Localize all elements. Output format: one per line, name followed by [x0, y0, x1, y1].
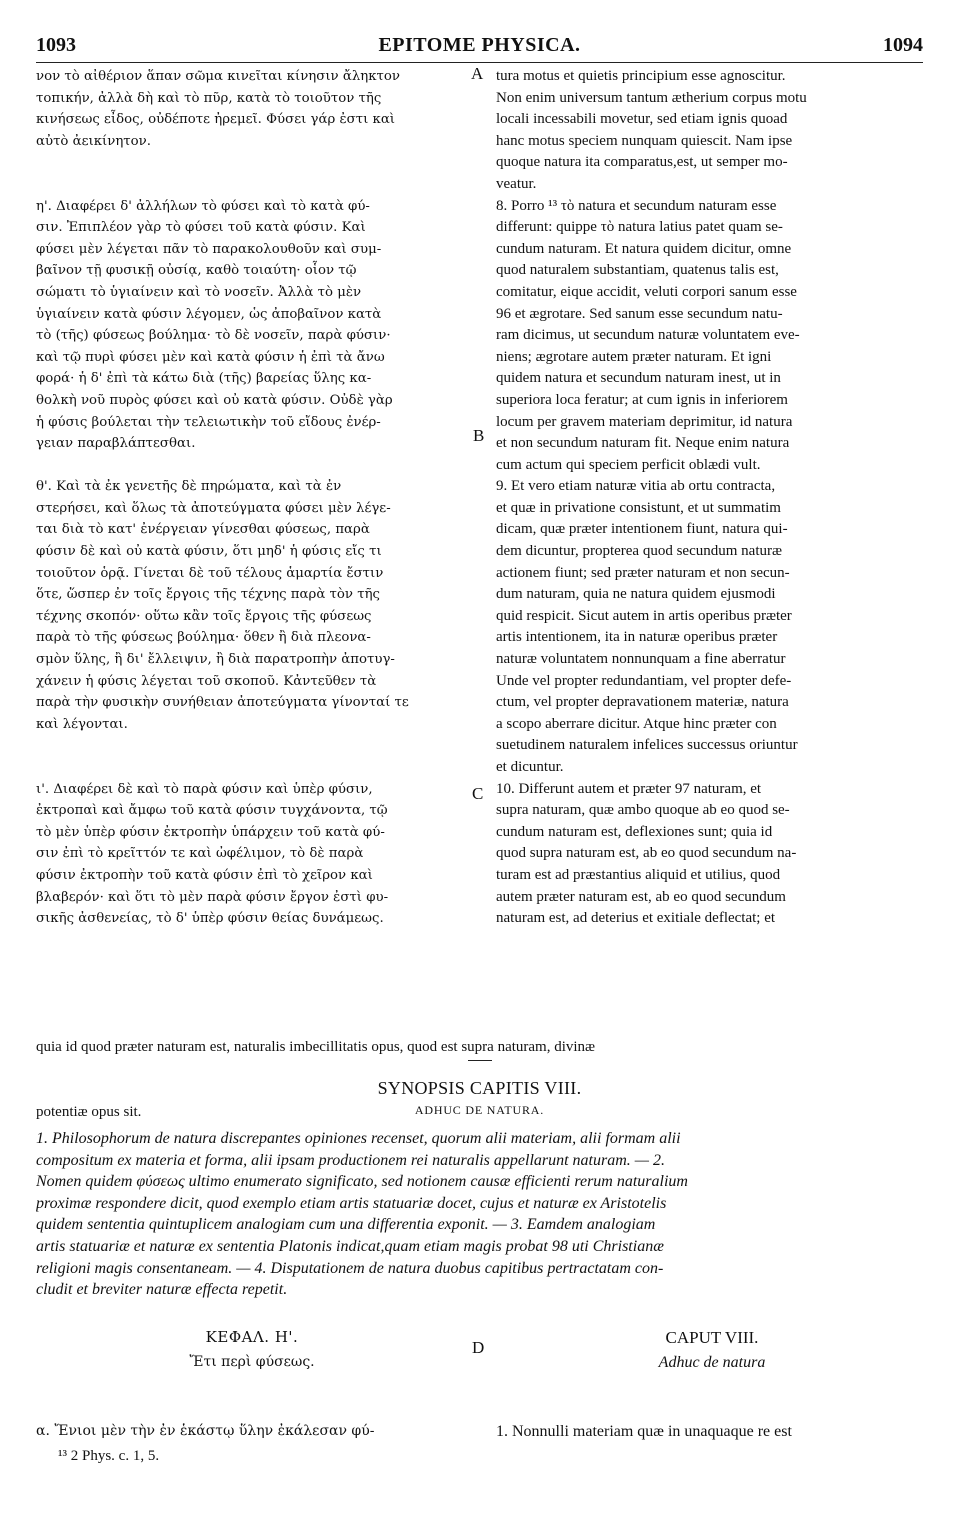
- latin-line: Non enim universum tantum ætherium corpus motu: [496, 89, 807, 106]
- footnote: ¹³ 2 Phys. c. 1, 5.: [58, 1448, 160, 1464]
- greek-line: φύσιν ἐκτροπὴν τοῦ κατὰ φύσιν ἐπὶ τὸ χεῖρον καὶ: [36, 867, 373, 883]
- synopsis-line: Nomen quidem φύσεως ultimo enumerato significato, sed notionem causæ efficienti rerum naturalium: [36, 1173, 688, 1191]
- greek-column: [36, 66, 468, 930]
- greek-line: [36, 174, 468, 196]
- greek-line: σικῆς ἀσθενείας, τὸ δ' ὑπὲρ φύσιν θείας δυνάμεως.: [36, 911, 384, 927]
- latin-line: turam est ad præstantius aliquid et utilius, quod: [496, 866, 781, 883]
- synopsis-line: religioni magis consentaneam. — 4. Disputationem de natura duobus capitibus pertractatam con-: [36, 1259, 664, 1277]
- latin-line: superiora loca feratur; at cum ignis in inferiorem: [496, 391, 788, 408]
- greek-line: σώματι τὸ ὑγιαίνειν καὶ τὸ νοσεῖν. Ἀλλὰ τὸ μὲν: [36, 284, 362, 300]
- latin-line: dem dicuntur, propterea quod secundum naturæ: [496, 543, 782, 560]
- latin-line: et dicuntur.: [496, 759, 564, 775]
- latin-line: cum actum qui speciem perficit oblædi vult.: [496, 456, 761, 473]
- greek-line: καὶ τῷ πυρὶ φύσει μὲν καὶ κατὰ φύσιν ἡ ἐπὶ τὰ ἄνω: [36, 349, 385, 365]
- latin-line: actionem fiunt; sed præter naturam et non secun-: [496, 564, 790, 581]
- greek-line: φορά· ἡ δ' ἐπὶ τὰ κάτω διὰ (τῆς) βαρείας ὕλης κα-: [36, 371, 372, 387]
- margin-letter-b: B: [473, 426, 485, 445]
- synopsis-title: SYNOPSIS CAPITIS VIII.: [377, 1078, 582, 1098]
- greek-line: παρὰ τὸ τῆς φύσεως βούλημα· ὅθεν ἢ διὰ πλεονα-: [36, 630, 371, 646]
- greek-line: ὑγιαίνειν κατὰ φύσιν λέγομεν, ὡς ἀποβαῖνον κατὰ: [36, 306, 382, 322]
- latin-line: comitatur, eique accidit, veluti corpori sanum esse: [496, 283, 797, 300]
- synopsis-subtitle: ADHUC DE NATURA.: [414, 1103, 545, 1117]
- margin-letter-a: A: [471, 64, 484, 83]
- greek-line: χάνειν ἡ φύσις λέγεται τοῦ σκοποῦ. Κἀντεῦθεν τὰ: [36, 673, 377, 689]
- greek-line: σιν ἐπὶ τὸ κρεῖττόν τε καὶ ὠφέλιμον, τὸ δὲ παρὰ: [36, 846, 364, 862]
- greek-line: τοιοῦτον ὁρᾷ. Γίνεται δὲ τοῦ τέλους ἁμαρτία ἔστιν: [36, 565, 384, 581]
- latin-line: quidem natura et secundum naturam inest, ut in: [496, 370, 781, 387]
- latin-line: naturæ voluntatem nonnunquam a fine aberratur: [496, 651, 786, 668]
- latin-line: hanc motus speciem nunquam quiescit. Nam ipse: [496, 132, 793, 149]
- latin-line: artis intentionem, ita in naturæ operibus præter: [496, 629, 778, 646]
- latin-line: a scopo aberrare dicitur. Atque hinc præter con: [496, 715, 777, 732]
- latin-line: locali incessabili movetur, sed etiam ignis quoad: [496, 111, 788, 128]
- greek-line: [36, 757, 468, 779]
- latin-line: 9. Et vero etiam naturæ vitia ab ortu contracta,: [496, 478, 776, 495]
- greek-line: τὸ (τῆς) φύσεως βούλημα· τὸ δὲ νοσεῖν, παρὰ φύσιν·: [36, 328, 391, 344]
- latin-line: cundum naturam. Et natura quidem dicitur, omne: [496, 240, 792, 257]
- latin-line: quid respicit. Sicut autem in artis operibus præter: [496, 607, 792, 624]
- greek-line: η'. Διαφέρει δ' ἀλλήλων τὸ φύσει καὶ τὸ κατὰ φύ-: [36, 198, 370, 214]
- latin-line: ctum, vel propter depravationem materiæ, natura: [496, 694, 789, 711]
- latin-line: dicam, quæ præter intentionem fiunt, natura qui-: [496, 521, 788, 538]
- synopsis-line: compositum ex materia et forma, alii ipsam productionem rei naturalis appellarunt naturam. — 2.: [36, 1151, 666, 1169]
- latin-column: [496, 66, 928, 930]
- synopsis-body: [36, 1128, 926, 1301]
- greek-line: α. Ἔνιοι μὲν τὴν ἐν ἑκάστῳ ὕλην ἐκάλεσαν φύ-: [36, 1423, 375, 1440]
- greek-line: [36, 455, 468, 477]
- greek-line: θ'. Καὶ τὰ ἐκ γενετῆς δὲ πηρώματα, καὶ τὰ ἐν: [36, 479, 342, 495]
- greek-line: ὅτε, ὥσπερ ἐν τοῖς ἔργοις τῆς τέχνης παρὰ τὸν τῆς: [36, 587, 380, 603]
- greek-line: [36, 152, 468, 174]
- greek-line: τοπικήν, ἀλλὰ δὴ καὶ τὸ πῦρ, κατὰ τὸ τοιοῦτον τῆς: [36, 90, 382, 106]
- latin-line: ram dicimus, ut secundum naturæ voluntatem eve-: [496, 327, 800, 344]
- chapter-subheading-greek: Ἔτι περὶ φύσεως.: [189, 1354, 315, 1370]
- margin-letter-c: C: [472, 784, 484, 803]
- greek-line: νον τὸ αἰθέριον ἅπαν σῶμα κινεῖται κίνησιν ἄληκτον: [36, 69, 400, 84]
- page-number-right: 1094: [883, 34, 923, 56]
- latin-line: cundum naturam est, deflexiones sunt; quia id: [496, 823, 773, 840]
- greek-line: ται διὰ τὸ κατ' ἐνέργειαν γίνεσθαι φύσεως, παρὰ: [36, 522, 370, 538]
- full-line: potentiæ opus sit.: [36, 1103, 142, 1120]
- latin-line: differunt: quippe τὸ natura latius patet quam se-: [496, 219, 783, 236]
- latin-line: supra naturam, quæ ambo quoque ab eo quod se-: [496, 802, 790, 819]
- synopsis-line: cludit et breviter naturæ effecta repetit.: [36, 1281, 288, 1299]
- latin-line: quoque natura ita comparatus,est, ut semper mo-: [496, 154, 788, 171]
- greek-line: ι'. Διαφέρει δὲ καὶ τὸ παρὰ φύσιν καὶ ὑπὲρ φύσιν,: [36, 781, 373, 797]
- greek-line: σμὸν ὕλης, ἢ δι' ἔλλειψιν, ἢ διὰ παρατροπὴν ἀποτυγ-: [36, 652, 395, 668]
- margin-letter-d: D: [472, 1338, 485, 1357]
- synopsis-line: artis statuariæ et naturæ ex sententia Platonis indicat,quam etiam magis probat 98 uti Christianæ: [36, 1237, 664, 1255]
- latin-line: suetudinem naturalem infelices successus oriuntur: [496, 737, 798, 754]
- latin-line: dum naturam, quia ne natura quidem ejusmodi: [496, 586, 776, 603]
- latin-line: Unde vel propter redundantiam, vel propter defe-: [496, 672, 792, 689]
- greek-line: στερήσει, καὶ ὅλως τὰ ἀποτεύγματα φύσει μὲν λέγε-: [36, 500, 391, 516]
- latin-line: quod naturalem substantiam, quatenus talis est,: [496, 262, 779, 279]
- greek-line: βλαβερόν· καὶ ὅτι τὸ μὲν παρὰ φύσιν ἔργον ἐστὶ φυ-: [36, 889, 389, 905]
- latin-line: veatur.: [496, 175, 537, 192]
- synopsis-line: 1. Philosophorum de natura discrepantes opiniones recenset, quorum alii materiam, alii formam alii: [36, 1130, 681, 1147]
- greek-line: ἡ φύσις βούλεται τὴν τελειωτικὴν τοῦ εἴδους ἐνέρ-: [36, 414, 381, 430]
- chapter-first-line-latin: [496, 1378, 928, 1486]
- running-title: EPITOME PHYSICA.: [378, 34, 581, 56]
- latin-line: 8. Porro ¹³ τὸ natura et secundum naturam esse: [496, 197, 777, 214]
- greek-line: θολκὴ νοῦ πυρὸς φύσει καὶ οὐ κατὰ φύσιν. Οὐδὲ γὰρ: [36, 392, 393, 408]
- latin-line: 1. Nonnulli materiam quæ in unaquaque re est: [496, 1423, 792, 1441]
- latin-line: quod supra naturam est, ab eo quod secundum na-: [496, 845, 797, 862]
- greek-line: παρὰ τὴν φυσικὴν συνήθειαν ἀποτεύγματα γίνονταί τε: [36, 695, 409, 711]
- chapter-heading-greek: ΚΕΦΑΛ. Η'.: [205, 1328, 299, 1346]
- latin-line: locum per gravem materiam deprimitur, id natura: [496, 413, 793, 430]
- greek-line: φύσει μὲν λέγεται πᾶν τὸ παρακολουθοῦν καὶ συμ-: [36, 241, 382, 257]
- latin-line: et non secundum naturam fit. Neque enim natura: [496, 435, 790, 452]
- chapter-first-line-greek: [36, 1378, 468, 1486]
- latin-line: 10. Differunt autem et præter 97 naturam, et: [496, 780, 762, 797]
- greek-line: αὐτὸ ἀεικίνητον.: [36, 133, 151, 149]
- latin-line: 96 et ægrotare. Sed sanum esse secundum natu-: [496, 305, 783, 322]
- full-line: quia id quod præter naturam est, naturalis imbecillitatis opus, quod est supra naturam, divinæ: [36, 1039, 596, 1056]
- page-header: [36, 34, 923, 63]
- greek-line: καὶ λέγονται.: [36, 716, 128, 732]
- greek-line: σιν. Ἐπιπλέον γὰρ τὸ φύσει τοῦ κατὰ φύσιν. Καὶ: [36, 220, 366, 236]
- greek-line: τέχνης σκοπόν· οὕτω κἂν τοῖς ἔργοις τῆς φύσεως: [36, 608, 372, 624]
- greek-line: [36, 735, 468, 757]
- synopsis-line: proximæ respondere dicit, quod exemplo etiam artis statuariæ docet, cujus et naturæ ex Aristotelis: [36, 1194, 667, 1212]
- synopsis-line: quidem sententia quintuplicem analogiam cum una differentia exponit. — 3. Eamdem analogiam: [36, 1216, 656, 1234]
- greek-line: ἐκτροπαὶ καὶ ἄμφω τοῦ κατὰ φύσιν τυγχάνοντα, τῷ: [36, 803, 388, 819]
- latin-line: niens; ægrotare autem præter naturam. Et igni: [496, 348, 772, 365]
- latin-line: naturam est, ad deterius et exitiale deflectat; et: [496, 910, 776, 927]
- latin-line: et quæ in privatione consistunt, et ut summatim: [496, 499, 781, 516]
- greek-line: φύσιν δὲ καὶ οὐ κατὰ φύσιν, ὅτι μηδ' ἡ φύσις εἴς τι: [36, 544, 382, 560]
- greek-line: τὸ μὲν ὑπὲρ φύσιν ἐκτροπὴν ὑπάρχειν τοῦ κατὰ φύ-: [36, 824, 385, 840]
- greek-line: γειαν παραβλάπτεσθαι.: [36, 436, 196, 452]
- greek-line: κινήσεως εἶδος, οὐδέποτε ἠρεμεῖ. Φύσει γάρ ἐστι καὶ: [36, 112, 396, 128]
- section-divider: [468, 1060, 492, 1061]
- greek-line: βαῖνον τῇ φυσικῇ οὐσίᾳ, καθὸ τοιαύτη· οἷον τῷ: [36, 263, 357, 279]
- chapter-heading-latin: CAPUT VIII.: [665, 1328, 759, 1347]
- latin-line: autem præter naturam est, ab eo quod secundum: [496, 888, 786, 905]
- page-number-left: 1093: [36, 34, 76, 56]
- chapter-subheading-latin: Adhuc de natura: [658, 1354, 766, 1371]
- latin-line: tura motus et quietis principium esse agnoscitur.: [496, 68, 786, 84]
